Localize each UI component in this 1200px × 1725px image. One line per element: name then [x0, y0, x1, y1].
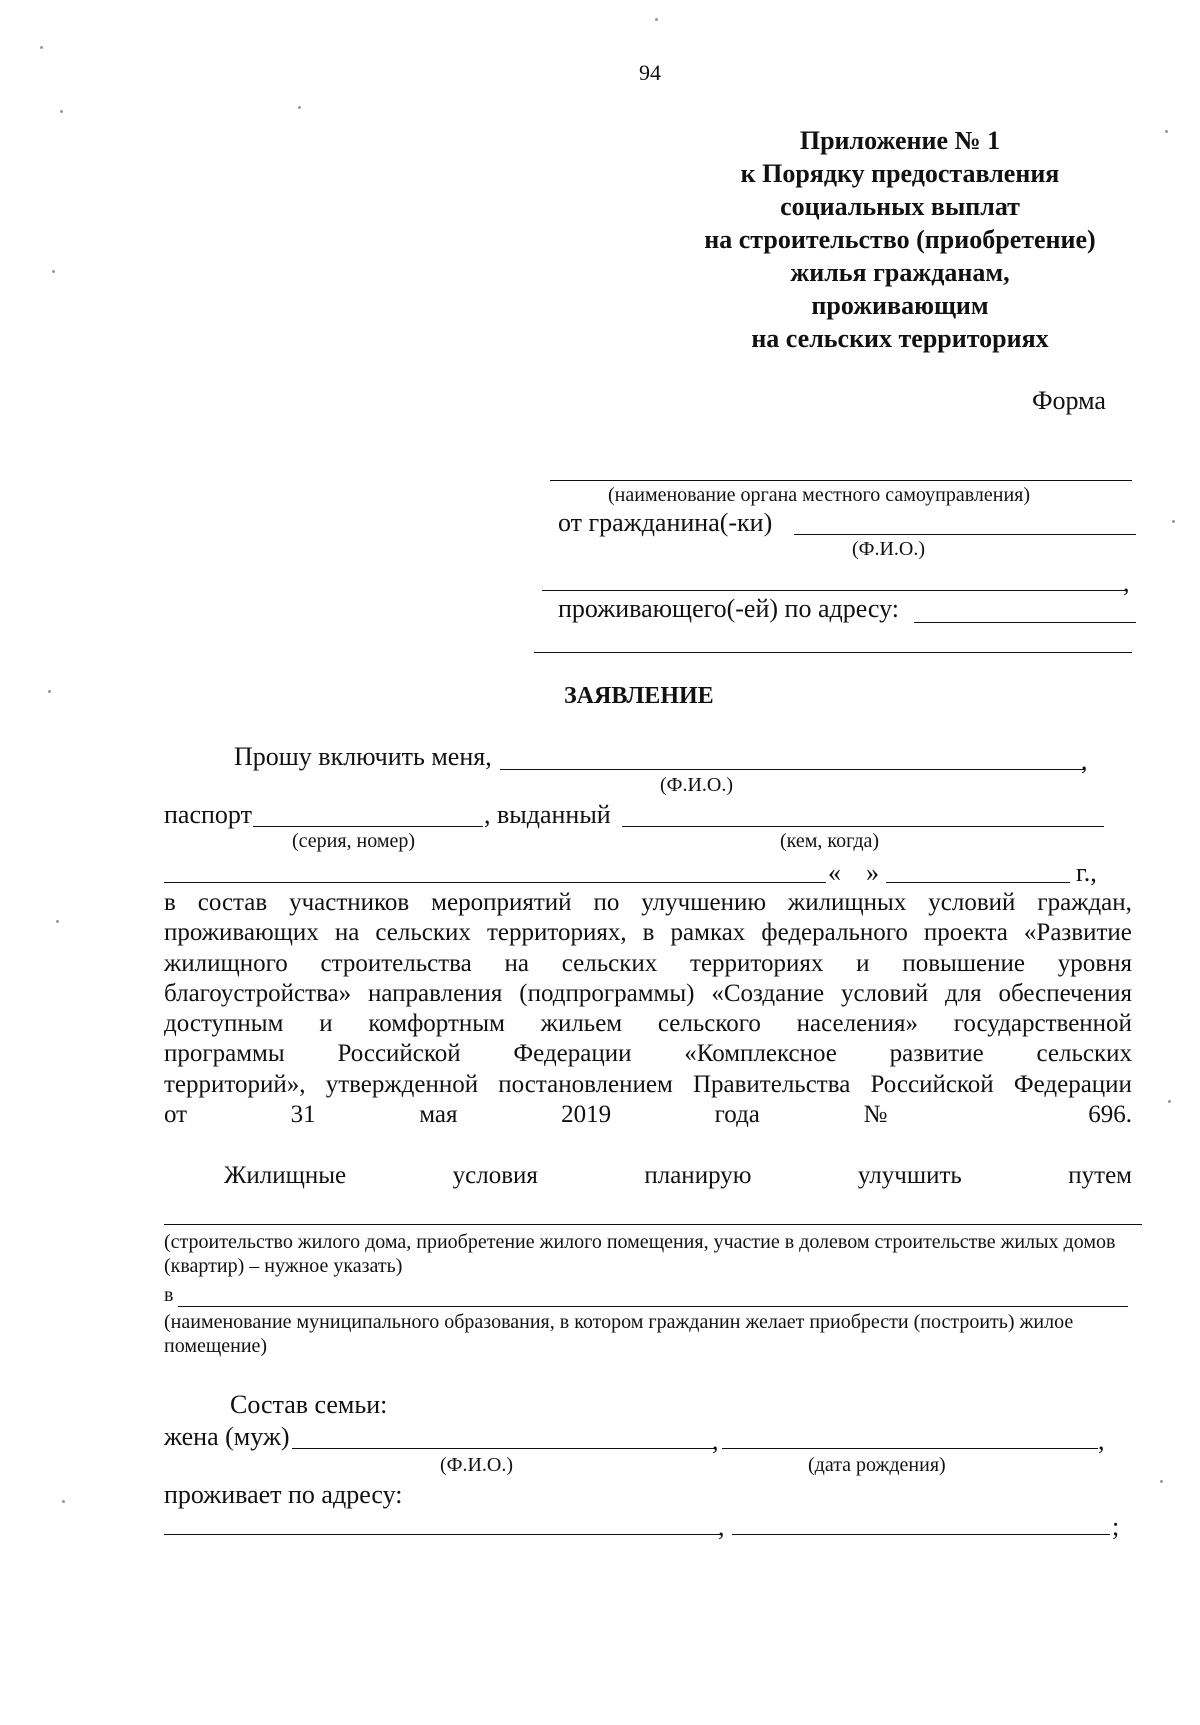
paragraph-word: сельских [561, 949, 658, 977]
issued-by-line-2[interactable] [164, 882, 826, 883]
org-name-line[interactable] [550, 480, 1132, 481]
spouse-address-line-2[interactable] [732, 1534, 1110, 1535]
member-fio-line[interactable] [500, 769, 1084, 770]
scan-speck [56, 920, 59, 923]
paragraph-line [164, 1039, 1132, 1069]
paragraph-word: жилищных [787, 889, 907, 916]
paragraph-word: сельских [1036, 1040, 1132, 1068]
scan-speck [298, 106, 301, 109]
paragraph-word: сельских [375, 919, 471, 947]
paragraph-word: проживающих [164, 919, 319, 947]
paragraph-word: и [319, 1010, 333, 1038]
paragraph-word: Российской [337, 1040, 461, 1068]
issued-label: , выданный [484, 800, 611, 829]
scan-speck [1172, 520, 1175, 523]
paragraph-word: строительства [320, 949, 472, 977]
spouse-birthdate-line[interactable] [722, 1448, 1098, 1449]
paragraph-word: населения» [796, 1010, 918, 1038]
appendix-line: к Порядку предоставления [740, 159, 1060, 188]
comma: , [718, 1512, 725, 1541]
paragraph-word: мероприятий [431, 889, 572, 916]
appendix-line: Приложение № 1 [799, 126, 1001, 155]
org-name-caption: (наименование органа местного самоуправления) [608, 484, 1031, 506]
paragraph-word: программы [164, 1040, 285, 1068]
paragraph-word: территориях [690, 949, 824, 977]
paragraph-word: в [164, 889, 176, 916]
paragraph-word: развитие [889, 1040, 984, 1068]
paragraph-word: рамках [670, 919, 746, 947]
paragraph-word: направления [368, 979, 503, 1007]
in-label: в [164, 1284, 174, 1306]
paragraph-line [164, 918, 1132, 948]
paragraph-word: граждан, [1037, 889, 1132, 916]
paragraph-word: уровня [1057, 949, 1132, 977]
paragraph-word: доступным [164, 1010, 284, 1038]
improve-word: улучшить [857, 1162, 962, 1189]
paragraph-word: для [944, 979, 982, 1007]
paragraph-word: Федерации [1013, 1070, 1132, 1098]
comma: , [1123, 568, 1130, 597]
address-label: проживающего(-ей) по адресу: [558, 594, 899, 623]
quote-open: « [828, 858, 841, 887]
applicant-fio-caption: (Ф.И.О.) [852, 538, 926, 560]
paragraph-line [164, 1100, 1132, 1130]
paragraph-word: утвержденной [325, 1070, 479, 1098]
spouse-address-line[interactable] [164, 1534, 720, 1535]
improve-word: Жилищные [224, 1162, 347, 1189]
issued-by-caption: (кем, когда) [780, 830, 880, 852]
scan-speck [62, 1500, 65, 1503]
paragraph-word: Правительства [692, 1070, 851, 1098]
paragraph-word: сельского [657, 1010, 761, 1038]
paragraph-word: «Создание [711, 979, 825, 1007]
paragraph-word: проекта [923, 919, 1008, 947]
paragraph-word: федерального [761, 919, 908, 947]
paragraph-word: и [856, 949, 870, 977]
improve-word: путем [1068, 1162, 1132, 1189]
scan-speck [52, 270, 55, 273]
paragraph-line [164, 949, 1132, 979]
appendix-line: жилья гражданам, [790, 258, 1010, 287]
comma: , [712, 1426, 719, 1455]
applicant-fio-line-2[interactable] [542, 590, 1126, 591]
paragraph-word: на [334, 919, 360, 947]
spouse-fio-caption: (Ф.И.О.) [440, 1454, 514, 1476]
paragraph-word: жильем [540, 1010, 623, 1038]
paragraph-word: в [642, 919, 655, 947]
paragraph-line [164, 888, 1132, 918]
from-citizen-label: от гражданина(-ки) [558, 508, 773, 537]
year-suffix: г., [1076, 858, 1097, 887]
appendix-heading [650, 124, 1150, 355]
paragraph-word: участников [289, 889, 410, 916]
series-number-caption: (серия, номер) [292, 830, 416, 852]
improvement-method-caption: (строительство жилого дома, приобретение жилого помещения, участие в долевом строительстве жилых домов (квартир) – нужное указать) [164, 1231, 1116, 1277]
issue-date-line[interactable] [886, 882, 1070, 883]
form-label: Форма [1032, 386, 1106, 415]
paragraph-word: Федерации [513, 1040, 632, 1068]
municipality-line[interactable] [178, 1306, 1128, 1307]
paragraph-word: государственной [953, 1010, 1132, 1038]
paragraph-word: по [593, 889, 620, 916]
paragraph-word: состав [197, 889, 268, 916]
paragraph-word: Российской [870, 1070, 994, 1098]
paragraph-word: благоустройства» [164, 979, 352, 1007]
scan-speck [60, 110, 63, 113]
paragraph-line [164, 979, 1132, 1009]
paragraph-word: территориях, [486, 919, 627, 947]
spouse-birthdate-caption: (дата рождения) [808, 1454, 946, 1476]
appendix-line: на сельских территориях [751, 324, 1049, 353]
address-line[interactable] [914, 622, 1136, 623]
applicant-fio-line[interactable] [794, 534, 1136, 535]
paragraph-word: условий [840, 979, 929, 1007]
paragraph-word: на [504, 949, 529, 977]
paragraph-word: условий [928, 889, 1016, 916]
include-me-label: Прошу включить меня, [234, 742, 492, 771]
scan-speck [1168, 1100, 1171, 1103]
passport-number-line[interactable] [253, 826, 483, 827]
scan-speck [655, 18, 658, 21]
family-heading: Состав семьи: [230, 1390, 388, 1419]
improve-word: планирую [644, 1162, 752, 1189]
comma: , [1081, 746, 1088, 775]
improvement-method-line[interactable] [164, 1224, 1142, 1225]
paragraph-word: «Комплексное [684, 1040, 837, 1068]
paragraph-line [164, 1070, 1132, 1100]
paragraph-line [164, 1009, 1132, 1039]
paragraph-word: улучшению [641, 889, 766, 916]
scan-speck [1165, 130, 1168, 133]
paragraph-word: жилищного [164, 949, 288, 977]
paragraph-word: повышение [902, 949, 1026, 977]
paragraph-word: (подпрограммы) [519, 979, 695, 1007]
document-title: ЗАЯВЛЕНИЕ [564, 683, 714, 709]
paragraph-word: обеспечения [998, 979, 1132, 1007]
improvement-line [224, 1162, 1132, 1190]
semicolon: ; [1112, 1512, 1120, 1541]
page-number: 94 [639, 60, 661, 85]
spouse-label: жена (муж) [164, 1422, 290, 1451]
lives-at-label: проживает по адресу: [164, 1480, 403, 1509]
spouse-fio-line[interactable] [292, 1448, 714, 1449]
member-fio-caption: (Ф.И.О.) [660, 774, 734, 796]
paragraph-word: «Развитие [1023, 919, 1132, 947]
address-line-2[interactable] [534, 652, 1132, 653]
quote-close: » [866, 858, 879, 887]
improve-word: условия [452, 1162, 538, 1189]
paragraph-text: от 31 мая 2019 года № 696. [164, 1101, 1132, 1129]
paragraph-word: территорий», [164, 1070, 306, 1098]
paragraph-word: комфортным [368, 1010, 505, 1038]
comma: , [1098, 1426, 1105, 1455]
scan-speck [48, 690, 51, 693]
municipality-caption: (наименование муниципального образования, в котором гражданин желает приобрести (построить) жилое помещение) [164, 1311, 1074, 1357]
appendix-line: социальных выплат [780, 192, 1020, 221]
passport-label: паспорт [164, 800, 252, 829]
request-paragraph [164, 888, 1132, 1130]
scan-speck [1160, 1480, 1163, 1483]
issued-by-line[interactable] [622, 826, 1104, 827]
paragraph-word: постановлением [498, 1070, 673, 1098]
appendix-line: на строительство (приобретение) [704, 225, 1096, 254]
appendix-line: проживающим [811, 291, 989, 320]
scan-speck [40, 46, 43, 49]
